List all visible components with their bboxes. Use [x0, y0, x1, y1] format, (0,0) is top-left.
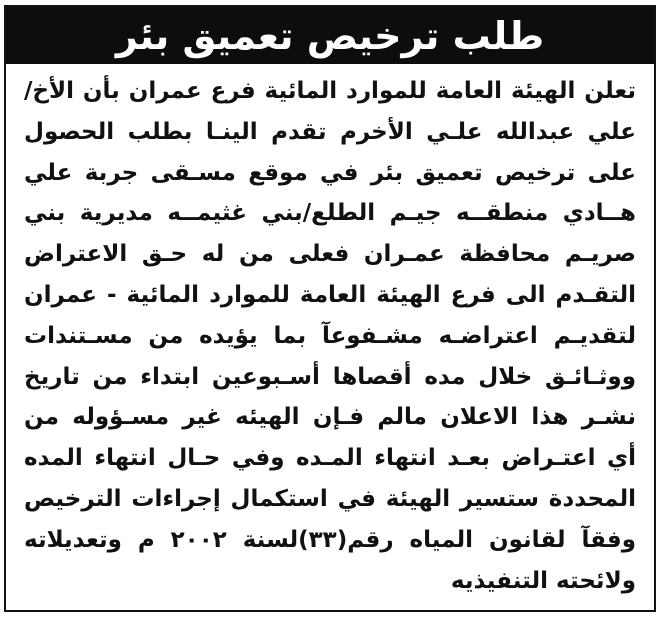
notice-box	[4, 5, 656, 612]
body-line: أي اعتـراض بعـد انتهاء المـده وفي حـال انتهاء المده	[24, 445, 636, 472]
body-line: لتقديـم اعتراضـه مشـفوعآ بما يؤيده من مسـتندات	[24, 322, 636, 349]
body-line: ووثـائـق خلال مده أقصاها أسـبوعين ابتداء من تاريخ	[24, 363, 636, 390]
body-line: على ترخيص تعميق بئر في موقع مسـقى جربة علي	[24, 159, 636, 186]
body-line-final: ولائحته التنفيذيه	[450, 567, 636, 594]
body-line: هــادي منطقــه جيـم الطلع/بني غثيمــه مديرية بني	[24, 200, 636, 227]
body-line: التقـدم الى فرع الهيئة العامة للموارد المائية - عمران	[24, 281, 636, 308]
title-banner	[6, 7, 654, 64]
body-line: وفقآ لقانون المياه رقم(٣٣)لسنة ٢٠٠٢ م وتعديلاته	[24, 526, 636, 553]
body-line: صريـم محافظة عمـران فعلى من له حـق الاعتراض	[24, 241, 636, 268]
notice-body	[24, 71, 636, 601]
body-line: علي عبدالله علـي الأخرم تقدم الينـا بطلب الحصول	[24, 118, 636, 145]
body-line: نشـر هذا الاعلان مالم فـإن الهيئه غير مسـؤوله من	[24, 404, 636, 431]
body-line: تعلن الهيئة العامة للموارد المائية فرع عمران بأن الأخ/	[24, 78, 636, 104]
body-line: المحددة ستسير الهيئة في استكمال إجراءات الترخيص	[24, 485, 636, 512]
notice-title: طلب ترخيص تعميق بئر	[115, 13, 545, 58]
